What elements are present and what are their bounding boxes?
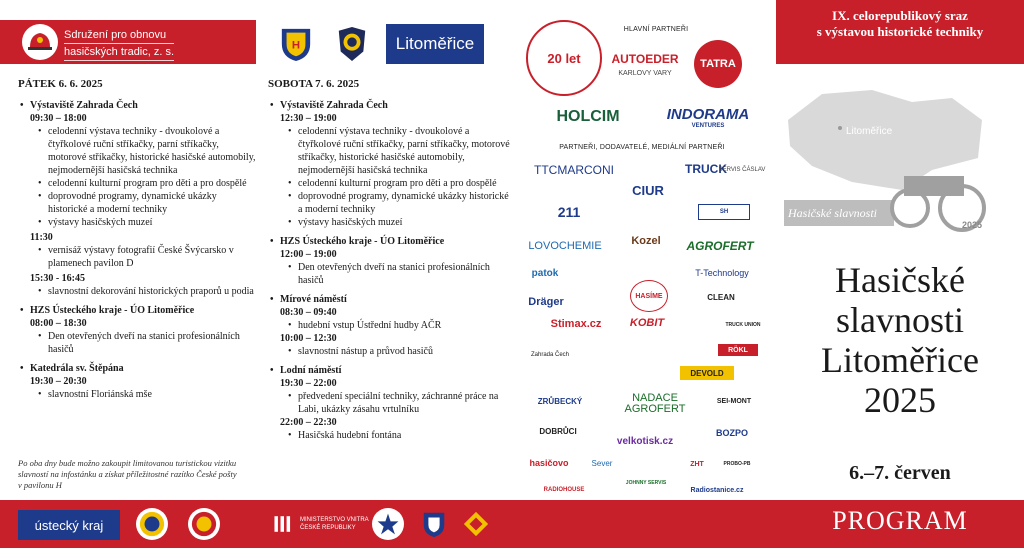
program-item: • slavnostní nástup a průvod hasičů: [288, 345, 512, 358]
footnote: Po oba dny bude možno zakoupit limitovanou turistickou vizitku slavností na infostánku a získat příležitostné razítko České pošty v pavilonu H: [18, 458, 237, 490]
sei-mont-logo: SEI-MONT: [716, 397, 752, 405]
dobruci-logo: DOBRŮCI: [539, 426, 577, 436]
zrubecky-logo: ZRŮBECKÝ: [537, 396, 583, 406]
program-item: • doprovodné programy, dynamické ukázky historické a moderní techniky: [288, 190, 512, 216]
time-slot: 10:00 – 12:30: [280, 333, 337, 344]
program-item: • Hasičská hudební fontána: [288, 429, 512, 442]
program-item: • slavnostní dekorování historických praporů u podia: [38, 285, 256, 298]
zht-logo: ZHT: [690, 460, 704, 468]
program-item: • výstavy hasičských muzeí: [288, 216, 512, 229]
autoeder-logo: AUTOEDER: [611, 52, 679, 66]
ttcmarconi-logo: TTCMARCONI: [534, 163, 614, 177]
ciur-logo: CIUR: [632, 182, 664, 198]
event-dates: 6.–7. červen: [849, 462, 951, 484]
nadace-text: NADACE: [632, 392, 678, 404]
program-item: • výstavy hasičských muzeí: [38, 216, 256, 229]
holcim-logo: HOLCIM: [556, 108, 620, 125]
truck-union-logo: TRUCK UNION: [725, 322, 761, 328]
anniversary-text: 20 let: [547, 50, 581, 66]
ministry-name: MINISTERSTVO VNITRA ČESKÉ REPUBLIKY: [300, 517, 369, 531]
partners-panel: [518, 18, 766, 498]
venue: • HZS Ústeckého kraje - ÚO Litoměřice: [18, 304, 256, 317]
shield-logo-1: [278, 24, 314, 64]
ustecky-kraj-logo: ústecký kraj: [18, 510, 120, 540]
time-slot: 19:30 – 22:00: [280, 378, 337, 389]
program-item: • předvedení speciální techniky, záchranné práce na Labi, ukázky zásahu vrtulníku: [288, 390, 512, 416]
johnny-servis-logo: JOHNNY SERVIS: [625, 480, 667, 486]
illustration-year: 2025: [962, 220, 983, 230]
illustration-banner: Hasičské slavnosti: [788, 206, 877, 220]
time-slot: 15:30 - 16:45: [30, 273, 85, 284]
map-carriage-illustration: [782, 80, 992, 240]
velkotisk-logo: velkotisk.cz: [616, 435, 674, 447]
program-item: • doprovodné programy, dynamické ukázky historické a moderní techniky: [38, 190, 256, 216]
round-emblem-logo-1: [136, 508, 168, 540]
fire-rescue-badge-logo: [334, 24, 370, 64]
time-slot: 12:00 – 19:00: [280, 249, 337, 260]
program-item: • hudební vstup Ústřední hudby AČR: [288, 319, 512, 332]
svg-text:H: H: [291, 39, 301, 52]
venue: • Katedrála sv. Štěpána: [18, 362, 256, 375]
program-item: • Den otevřených dveří na stanici profesionálních hasičů: [288, 261, 512, 287]
hasicovo-logo: hasičovo: [529, 458, 569, 468]
indorama-logo: INDORAMA: [666, 105, 750, 123]
time-slot: 19:30 – 20:30: [30, 376, 87, 387]
time-slot: 11:30: [30, 232, 53, 243]
fire-rescue-emblem-logo: [460, 508, 492, 540]
event-title: IX. celorepublikový sraz s výstavou historické techniky: [816, 8, 984, 39]
venue: • Lodní náměstí: [268, 364, 512, 377]
truck-servis-logo: TRUCK: [685, 162, 727, 176]
main-title: Hasičské slavnosti Litoměřice 2025: [821, 260, 979, 420]
program-label: PROGRAM: [832, 506, 968, 535]
partners-heading: PARTNEŘI, DODAVATELÉ, MEDIÁLNÍ PARTNEŘI: [559, 144, 725, 151]
probo-logo: PROBO-PB: [723, 461, 751, 467]
indorama-sub: VENTURES: [691, 123, 725, 129]
tatra-logo: TATRA: [694, 40, 742, 88]
nadace-agrofert-text: AGROFERT: [624, 403, 686, 415]
round-emblem-logo-2: [188, 508, 220, 540]
devold-logo: DEVOLD: [680, 366, 734, 380]
venue: • Výstaviště Zahrada Čech: [268, 99, 512, 112]
saturday-schedule: [268, 78, 512, 442]
time-slot: 22:00 – 22:30: [280, 417, 337, 428]
anniversary-badge-logo: [526, 20, 602, 96]
time-slot: 08:00 – 18:30: [30, 318, 87, 329]
hasicske-sdruzeni-logo: SH: [698, 204, 750, 220]
main-partners-heading: HLAVNÍ PARTNEŘI: [623, 26, 689, 33]
program-item: • celodenní výstava techniky - dvoukolové a čtyřkolové ruční stříkačky, parní stříkačky, motorové stříkačky, historické hasičské automobily, nejmodernější hasičská technika: [38, 125, 256, 177]
venue: • Výstaviště Zahrada Čech: [18, 99, 256, 112]
bozpo-logo: BOZPO: [715, 428, 748, 438]
saturday-heading: SOBOTA 7. 6. 2025: [268, 78, 360, 90]
truck-servis-sub: SERVIS ČÁSLAV: [718, 167, 766, 173]
time-slot: 08:30 – 09:40: [280, 307, 337, 318]
association-name: Sdružení pro obnovu hasičských tradic, z. s.: [64, 28, 174, 62]
autoeder-city: KARLOVY VARY: [618, 69, 672, 77]
nadace-agrofert-logo: [606, 392, 704, 416]
sever-logo: Sever: [591, 458, 613, 468]
lovochemie-logo: LOVOCHEMIE: [528, 240, 602, 252]
program-item: • slavnostní Floriánská mše: [38, 388, 256, 401]
friday-schedule: [18, 78, 256, 401]
patok-logo: patok: [531, 267, 559, 279]
zzs-211-logo: 211: [557, 204, 581, 220]
rokl-logo: RÖKL: [718, 344, 758, 356]
hasime-logo: HASÍME: [630, 280, 668, 312]
association-helmet-logo: [22, 24, 58, 60]
agrofert-logo: AGROFERT: [686, 239, 754, 253]
kobit-logo: KOBIT: [629, 317, 665, 329]
map-city-label: Litoměřice: [846, 126, 893, 137]
radiostanice-logo: Radiostanice.cz: [690, 486, 744, 494]
program-item: • Den otevřených dveří na stanici profesionálních hasičů: [38, 330, 256, 356]
radiohouse-logo: RADIOHOUSE: [543, 487, 585, 493]
lion-coat-of-arms-logo: [418, 508, 450, 540]
program-item: • celodenní kulturní program pro děti a pro dospělé: [288, 177, 512, 190]
program-item: • vernisáž výstavy fotografií České Švýcarsko v plamenech pavilon D: [38, 244, 256, 270]
litomerice-city-logo: Litoměřice: [386, 24, 484, 64]
program-item: • celodenní výstava techniky - dvoukolové a čtyřkolové ruční stříkačky, parní stříkačky, motorové stříkačky, historické hasičské automobily, nejmodernější hasičská technika: [288, 125, 512, 177]
venue: • Mírové náměstí: [268, 293, 512, 306]
time-slot: 12:30 – 19:00: [280, 113, 337, 124]
star-emblem-logo: [372, 508, 404, 540]
t-technology-logo: T-Technology: [695, 268, 749, 278]
drager-logo: Dräger: [528, 296, 564, 308]
stimax-logo: Stimax.cz: [550, 318, 602, 330]
friday-heading: PÁTEK 6. 6. 2025: [18, 78, 103, 90]
ministry-emblem-logo: [268, 508, 300, 540]
time-slot: 09:30 – 18:00: [30, 113, 87, 124]
venue: • HZS Ústeckého kraje - ÚO Litoměřice: [268, 235, 512, 248]
kozel-logo: Kozel: [631, 235, 661, 247]
4clean-logo: CLEAN: [707, 292, 735, 302]
zahrada-cech-logo: Zahrada Čech: [530, 352, 570, 358]
program-item: • celodenní kulturní program pro děti a pro dospělé: [38, 177, 256, 190]
